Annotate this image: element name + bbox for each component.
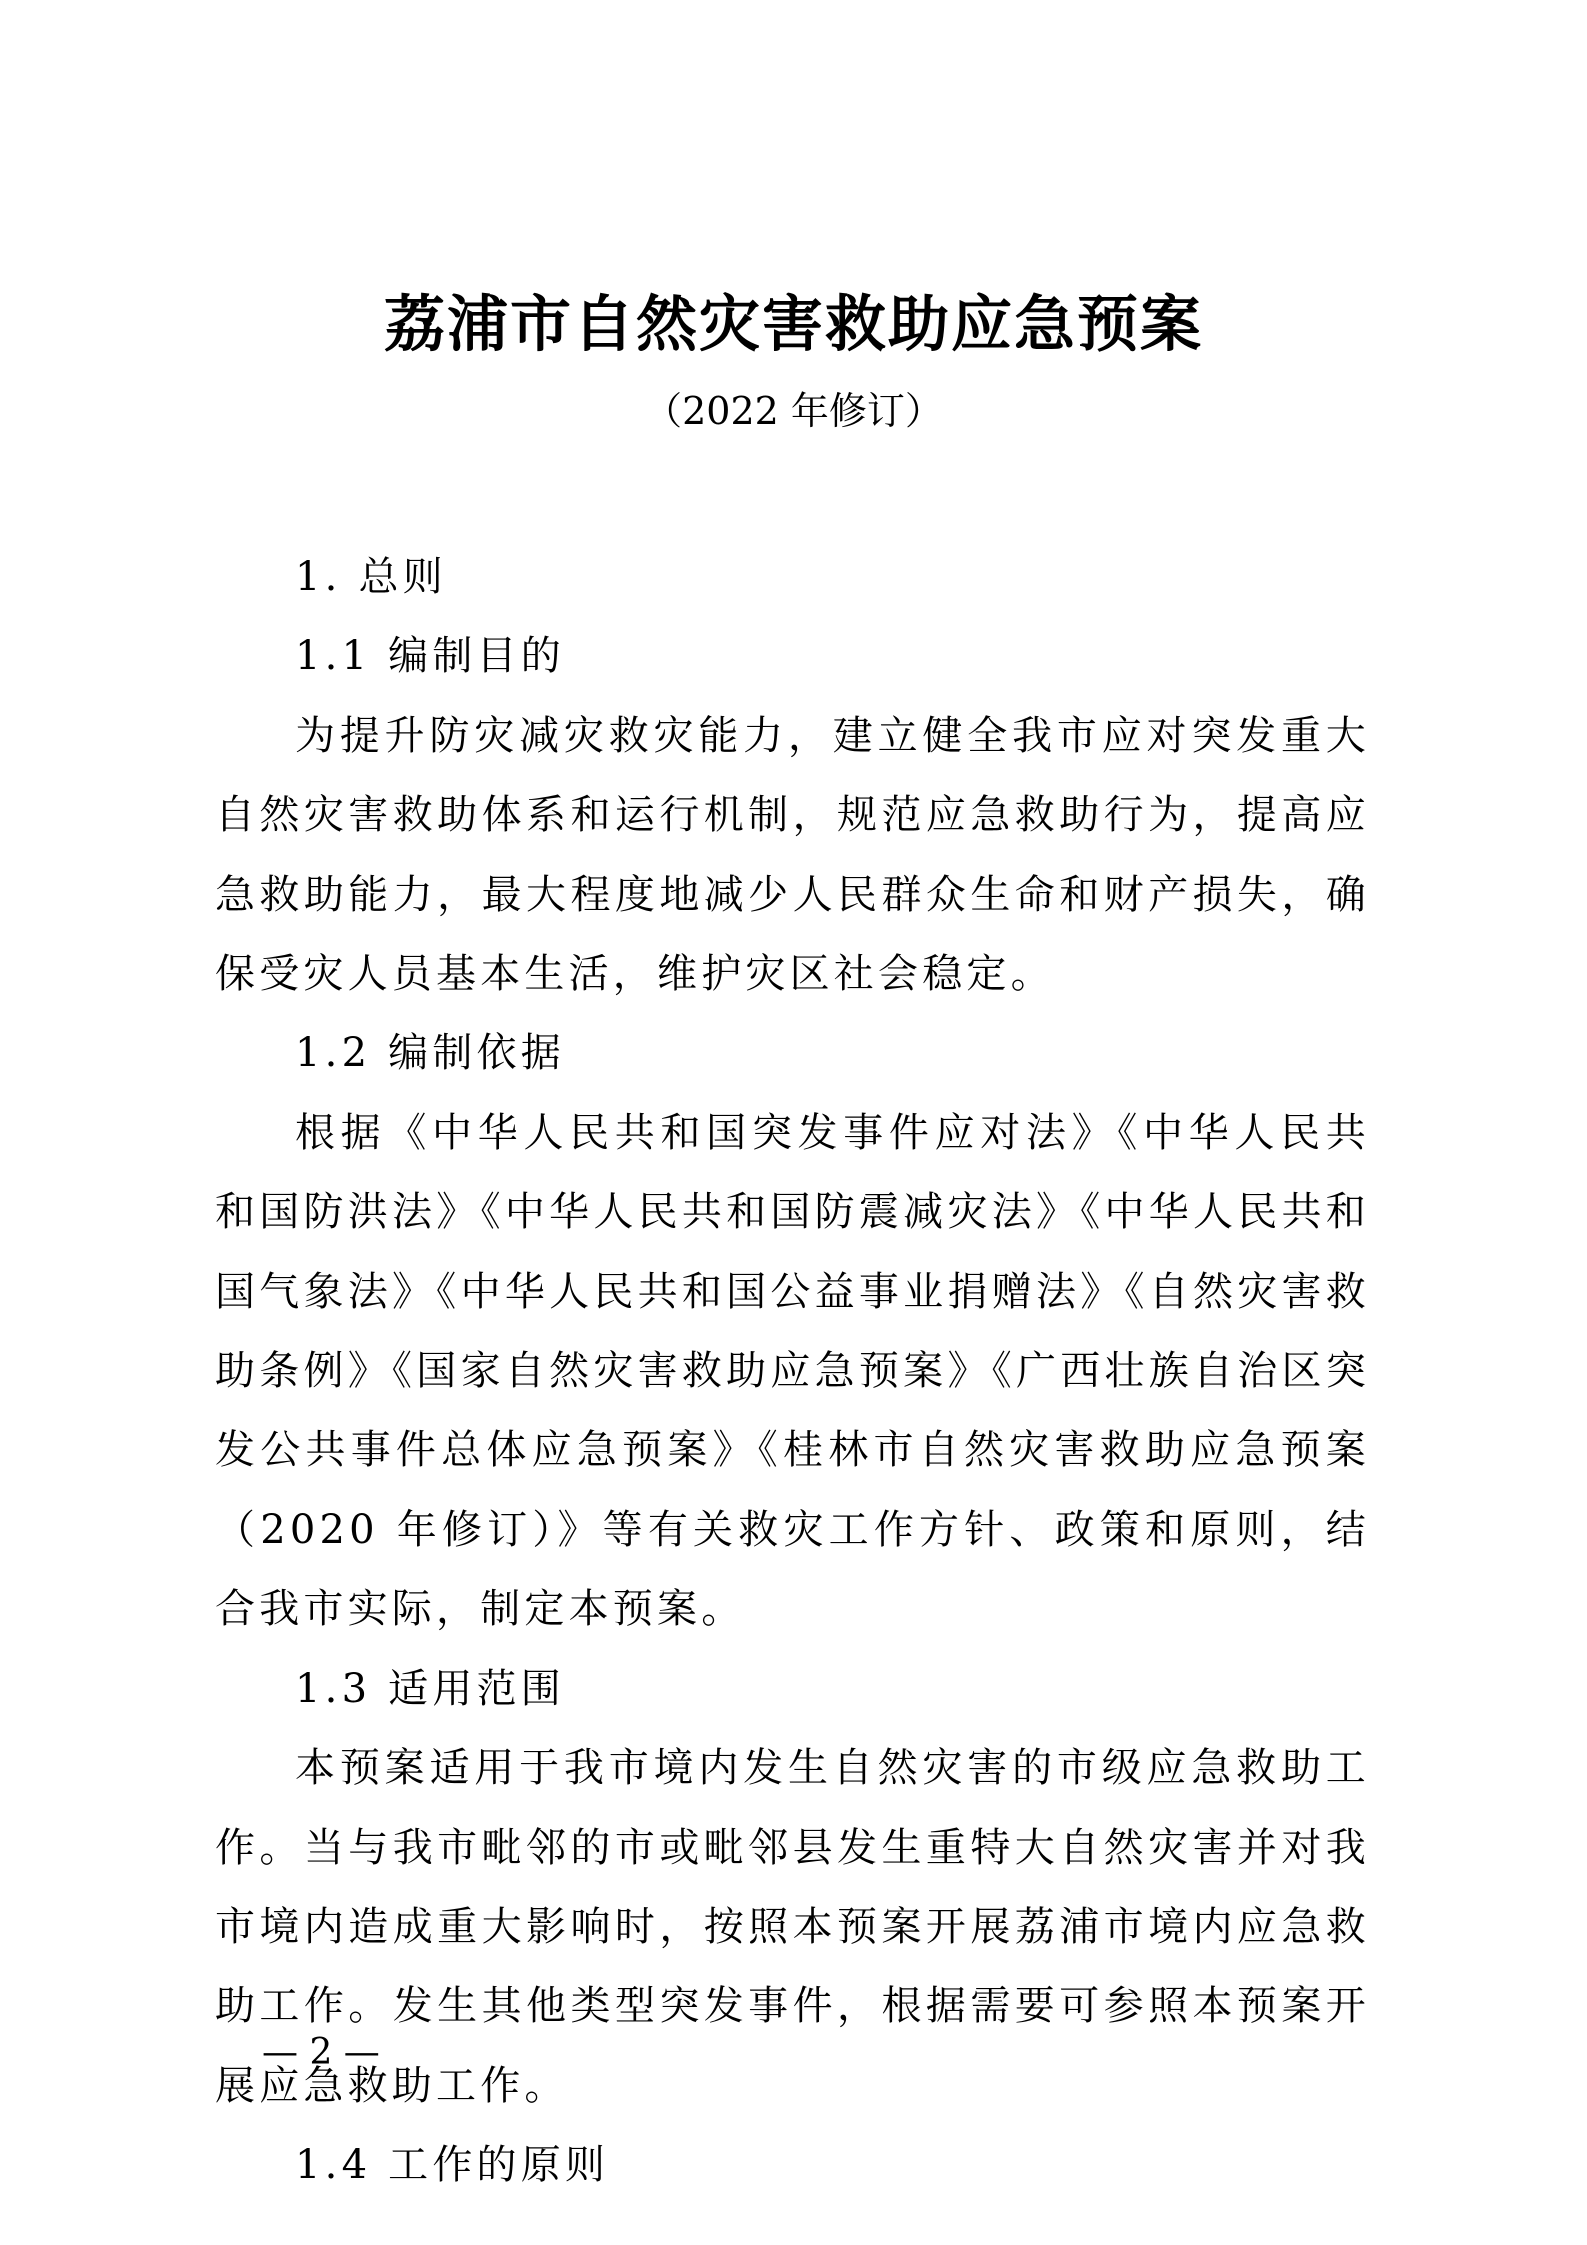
section-paragraph-basis: 根据《中华人民共和国突发事件应对法》《中华人民共和国防洪法》《中华人民共和国防震减灾法》《中华人民共和国气象法》《中华人民共和国公益事业捐赠法》《自然灾害救助条例》《国家自然灾害救助应急预案》《广西壮族自治区突发公共事件总体应急预案》《桂林市自然灾害救助应急预案（2020 年修订）》等有关救灾工作方针、政策和原则，结合我市实际，制定本预案。 bbox=[215, 1109, 1370, 1633]
section-heading-basis: 1.2 编制依据 bbox=[295, 1030, 565, 1077]
section-heading-general: 1. 总则 bbox=[295, 554, 447, 600]
section-heading-purpose: 1.1 编制目的 bbox=[295, 633, 565, 680]
section-heading-scope: 1.3 适用范围 bbox=[295, 1665, 565, 1712]
document-subtitle: （2022 年修订） bbox=[644, 389, 943, 433]
document-body bbox=[215, 538, 1370, 2206]
section-paragraph-scope: 本预案适用于我市境内发生自然灾害的市级应急救助工作。当与我市毗邻的市或毗邻县发生重特大自然灾害并对我市境内造成重大影响时，按照本预案开展荔浦市境内应急救助工作。发生其他类型突发事件，根据需要可参照本预案开展应急救助工作。 bbox=[215, 1745, 1370, 2109]
section-heading-principles: 1.4 工作的原则 bbox=[295, 2142, 610, 2189]
page-number: — 2 — bbox=[262, 2032, 380, 2073]
document-title: 荔浦市自然灾害救助应急预案 bbox=[383, 289, 1203, 360]
section-paragraph-purpose: 为提升防灾减灾救灾能力，建立健全我市应对突发重大自然灾害救助体系和运行机制，规范应急救助行为，提高应急救助能力，最大程度地减少人民群众生命和财产损失，确保受灾人员基本生活，维护灾区社会稳定。 bbox=[215, 712, 1370, 998]
